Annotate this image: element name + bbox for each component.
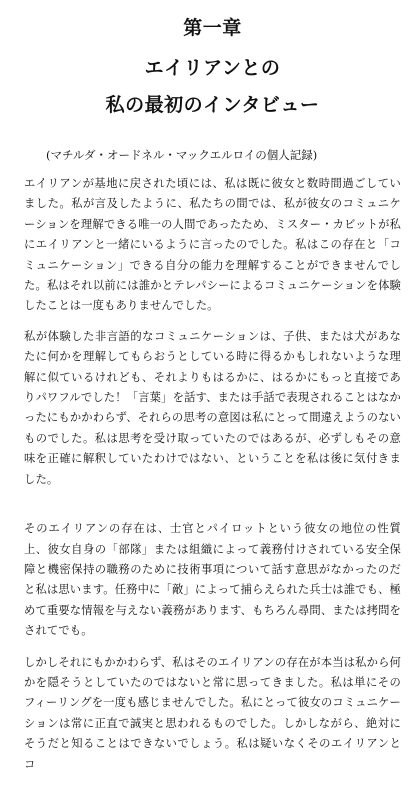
chapter-title-line1: エイリアンとの: [144, 57, 281, 79]
body-paragraph: しかしそれにもかかわらず、私はそのエイリアンの存在が本当は私から何かを隠そうとしていたのではないと常に思ってきました。私は単にそのフィーリングを一度も感じませんでした。私にとって彼女のコミュニケーションは常に正直で誠実と思われるものでした。しかしながら、絶対にそうだと知ることはできないでしょう。私は疑いなくそのエイリアンとコ: [24, 655, 401, 771]
chapter-title-line2: 私の最初のインタビュー: [105, 94, 320, 116]
chapter-heading: 第一章: [183, 17, 242, 39]
body-paragraph: エイリアンが基地に戻された頃には、私は既に彼女と数時間過ごしていました。私が言及したように、私たちの間では、私が彼女のコミュニケーションを理解できる唯一の人間であったため、ミスター・カビットが私にエイリアンと一緒にいるように言ったのでした。私はこの存在と「コミュニケーション」できる自分の能力を理解することができませんでした。私はそれ以前には誰かとテレパシーによるコミュニケーションを体験したことは一度もありませんでした。: [24, 177, 401, 313]
body-paragraph: 私が体験した非言語的なコミュニケーションは、子供、または犬があなたに何かを理解してもらおうとしている時に得るかもしれないような理解に似ているけれども、それよりもはるかに、はるかにもっと直接でありパワフルでした！「言葉」を話す、または手話で表現されることはなかったにもかかわらず、それらの思考の意図は私にとって間違えようのないものでした。私は思考を受け取っていたのではあるが、必ずしもその意味を正確に解釈していたわけではない、ということを私は後に気付きました。: [24, 329, 401, 486]
body-paragraph: そのエイリアンの存在は、士官とパイロットという彼女の地位の性質上、彼女自身の「部隊」または組織によって義務付けされている安全保障と機密保持の職務のために技術事項について話す意思がなかったのだと私は思います。任務中に「敵」によって捕らえられた兵士は誰でも、極めて重要な情報を与えない義務があります、もちろん尋問、または拷問をされてでも。: [24, 522, 401, 638]
source-note: (マチルダ・オードネル・マックエルロイの個人記録): [46, 148, 318, 162]
